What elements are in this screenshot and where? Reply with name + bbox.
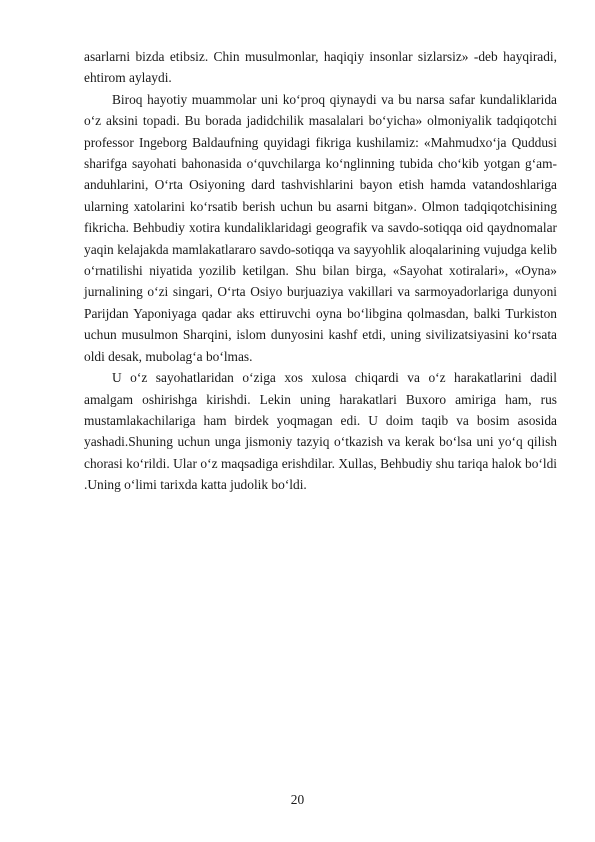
paragraph-conclusion: U o‘z sayohatlaridan o‘ziga xos xulosa chiqardi va o‘z harakatlarini dadil amalgam oshirishga kirishdi. Lekin uning harakatlari Buxoro amiriga ham, rus mustamlakachilariga ham birdek yoqmagan edi. U doim taqib va bosim asosida yashadi.Shuning uchun unga jismoniy tazyiq o‘tkazish va kerak bo‘lsa uni yo‘q qilish chorasi ko‘rildi. Ular o‘z maqsadiga erishdilar. Xullas, Behbudiy shu tariqa halok bo‘ldi .Uning o‘limi tarixda katta judolik bo‘ldi. [84,370,557,493]
body-text [84,46,557,496]
paragraph-hardships: Biroq hayotiy muammolar uni ko‘proq qiynaydi va bu narsa safar kundaliklarida o‘z aksini topadi. Bu borada jadidchilik masalalari bo‘yicha» olmoniyalik tadqiqotchi professor Ingeborg Baldaufning quyidagi fikriga kushilamiz: «Mahmudxo‘ja Quddusi sharifga sayohati bahonasida o‘quvchilarga ko‘nglinning tubida cho‘kib yotgan g‘am-anduhlarini, O‘rta Osiyoning dard tashvishlarini bayon etish hamda vatandoshlariga ularning xatolarini ko‘rsatib berish uchun bu asarni bitgan». Olmon tadqiqotchisining fikricha. Behbudiy xotira kundaliklaridagi geografik va savdo-sotiqqa oid qaydnomalar yaqin kelajakda mamlakatlararo savdo-sotiqqa va sayyohlik aloqalarining vujudga kelib o‘rnatilishi niyatida yozilib ketilgan. Shu bilan birga, «Sayohat xotiralari», «Oyna» jurnalining o‘zi singari, O‘rta Osiyo burjuaziya vakillari va sarmoyadorlariga dunyoni Parijdan Yaponiyaga qadar aks ettiruvchi oyna bo‘libgina qolmasdan, balki Turkiston uchun musulmon Sharqini, islom dunyosini kashf etdi, uning sivilizatsiyasini ko‘rsata oldi desak, mubolag‘a bo‘lmas. [84,91,557,364]
paragraph-continuation: asarlarni bizda etibsiz. Chin musulmonlar, haqiqiy insonlar sizlarsiz» -deb hayqiradi, ehtirom aylaydi. [84,49,557,86]
page-number: 20 [290,792,305,807]
